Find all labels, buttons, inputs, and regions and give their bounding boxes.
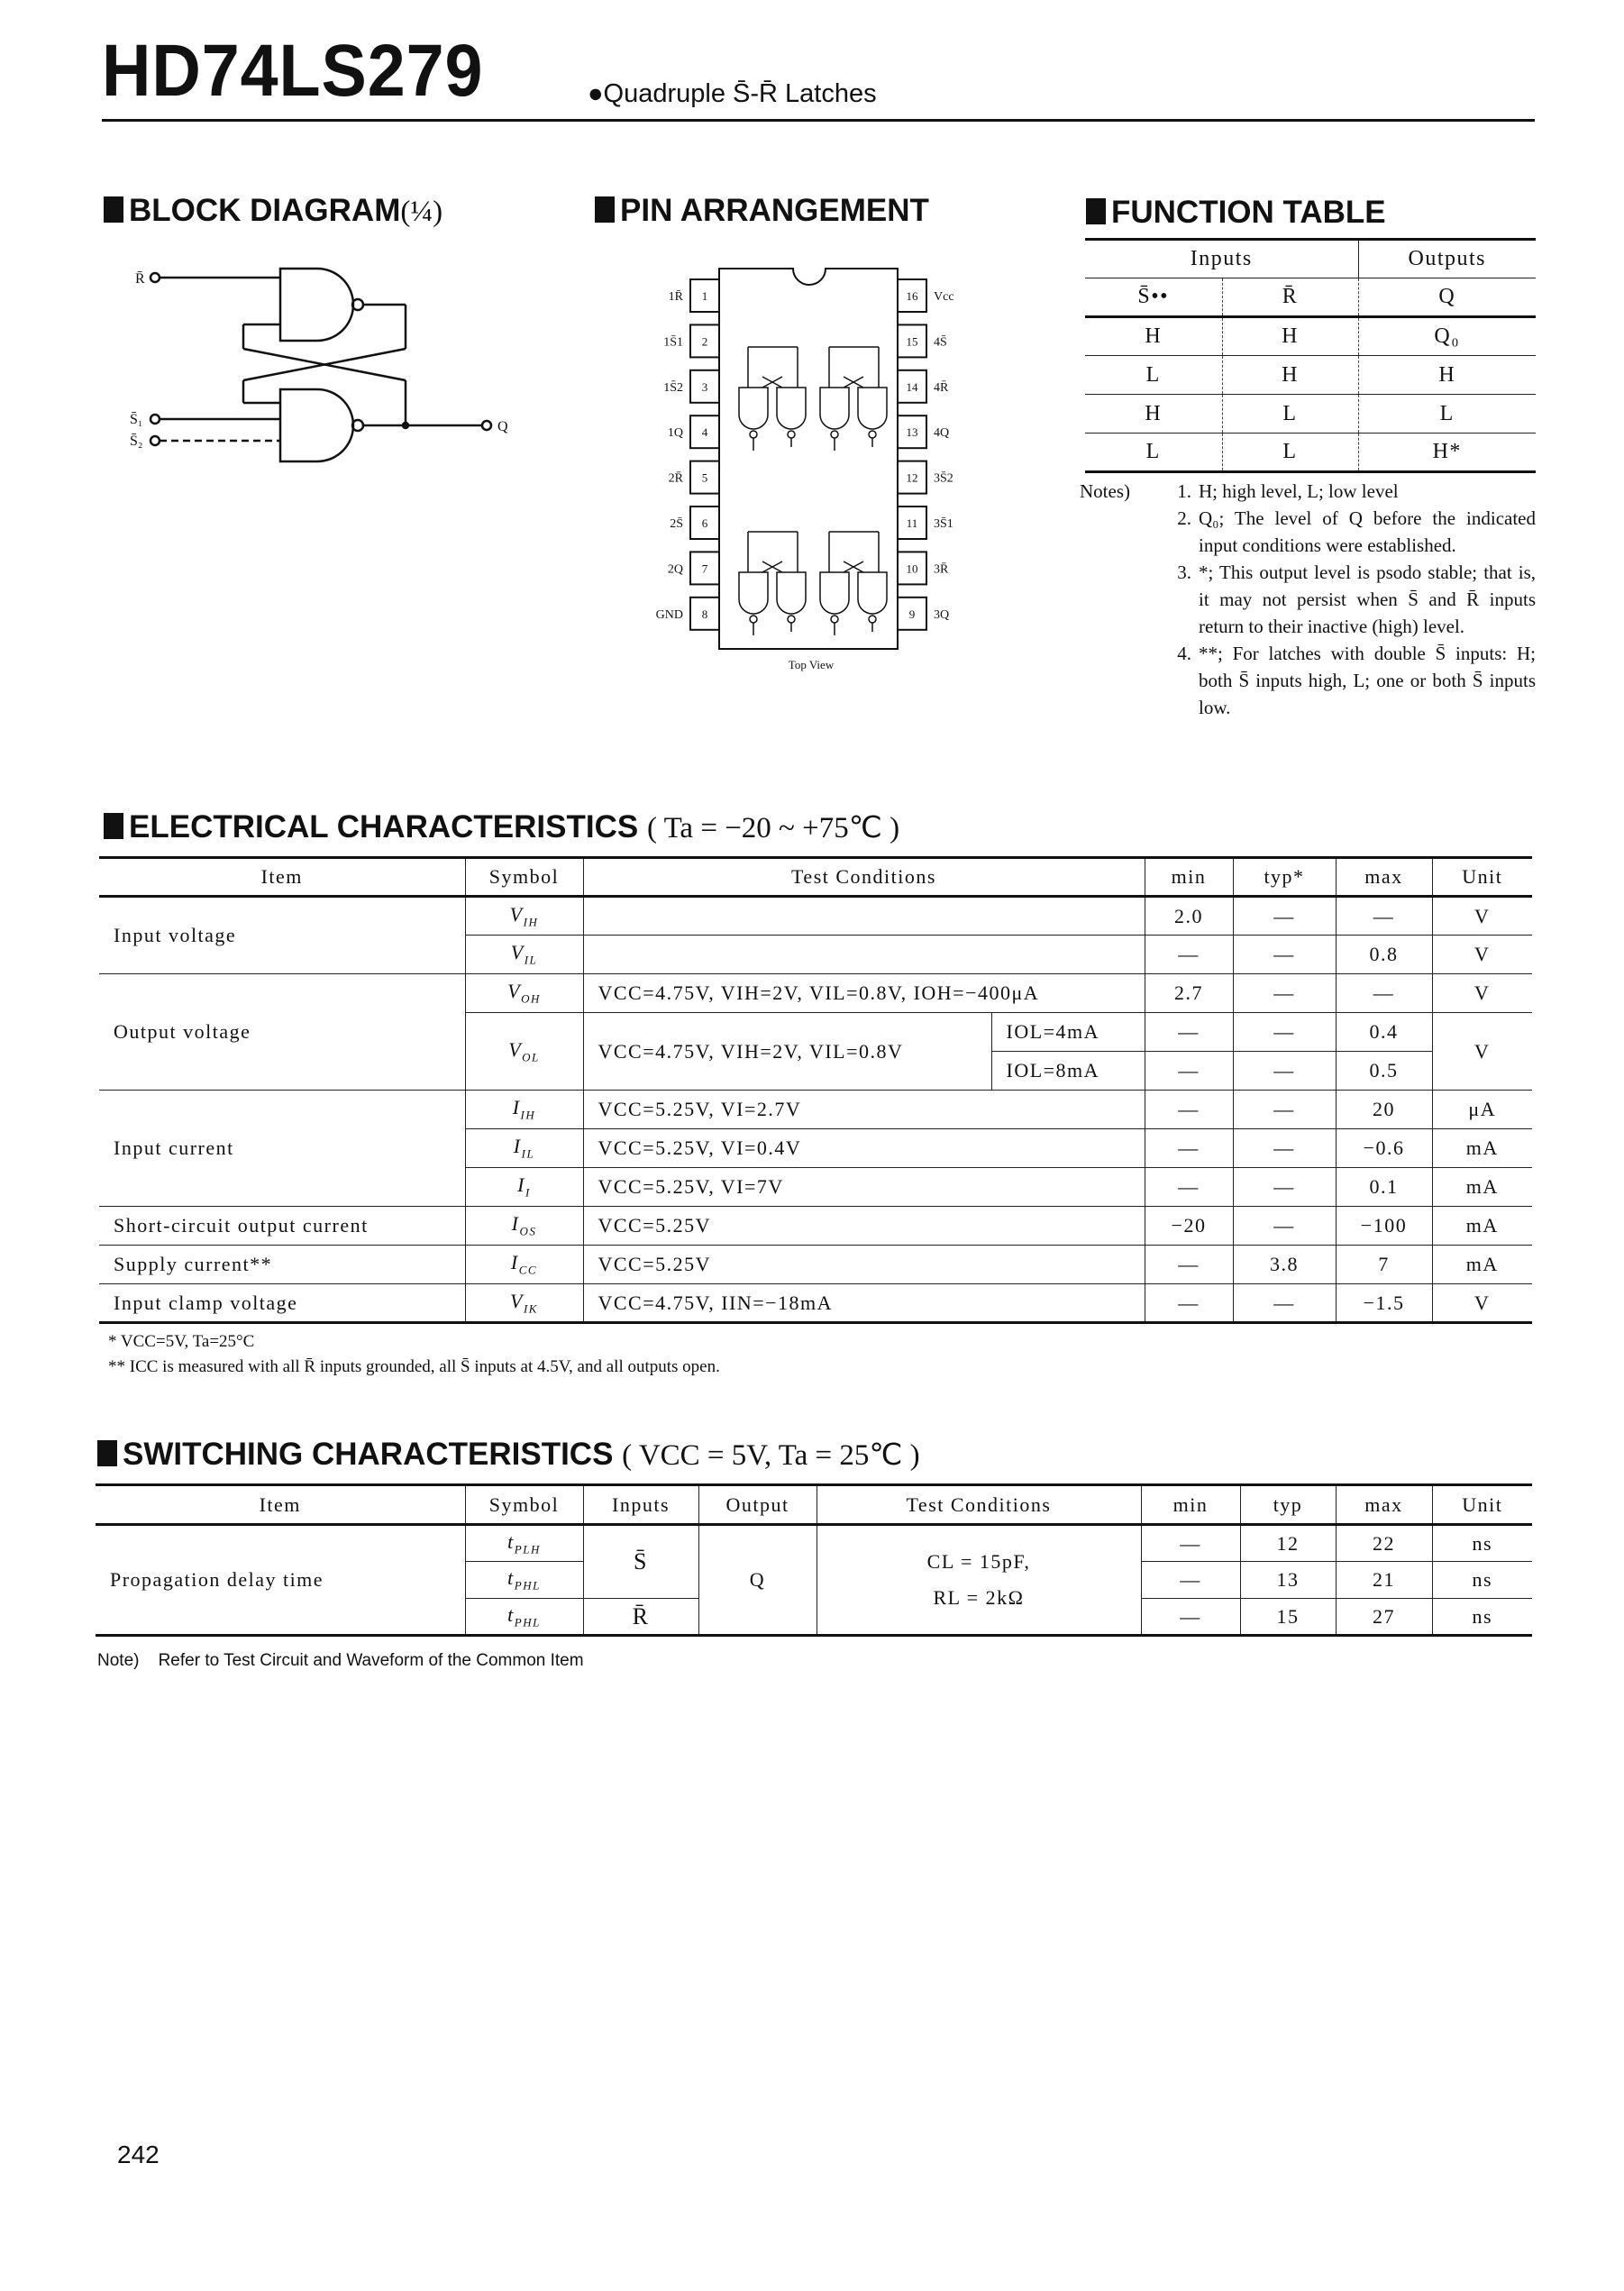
unit-cell: ns xyxy=(1432,1562,1532,1599)
unit-cell: V xyxy=(1432,1013,1532,1091)
col-q: Q xyxy=(1358,278,1536,317)
unit-cell: V xyxy=(1432,1284,1532,1323)
max-cell: −1.5 xyxy=(1336,1284,1432,1323)
test-conditions-cell: VCC=4.75V, VIH=2V, VIL=0.8V, IOH=−400μA xyxy=(583,974,1145,1013)
switching-characteristics-table xyxy=(96,1483,1532,1637)
unit-cell: μA xyxy=(1432,1091,1532,1129)
electrical-characteristics-table xyxy=(99,856,1532,1324)
table-row xyxy=(96,1525,1532,1562)
table-row xyxy=(99,1246,1532,1284)
table-row xyxy=(1085,356,1536,395)
min-cell: — xyxy=(1145,1052,1233,1091)
pin-label: 1S̄2 xyxy=(663,380,683,395)
pin-number: 6 xyxy=(701,516,708,530)
pin-number: 14 xyxy=(906,379,918,394)
pin-label: 4R̄ xyxy=(934,380,949,395)
test-conditions-cell xyxy=(583,897,1145,936)
symbol-cell: $V_{IK}$ xyxy=(465,1284,583,1323)
min-cell: — xyxy=(1145,936,1233,974)
table-row xyxy=(99,1284,1532,1323)
typ-cell: — xyxy=(1233,897,1336,936)
unit-cell: mA xyxy=(1432,1207,1532,1246)
nand-gate-icon xyxy=(777,388,806,429)
max-cell: 0.5 xyxy=(1336,1052,1432,1091)
footnote-typ: * VCC=5V, Ta=25°C xyxy=(108,1332,255,1351)
output-cell: Q xyxy=(698,1525,817,1636)
cell: H xyxy=(1222,317,1358,356)
item-cell: Output voltage xyxy=(99,974,465,1091)
typ-cell: — xyxy=(1233,1284,1336,1323)
function-table xyxy=(1085,238,1536,473)
inverter-bubble xyxy=(869,431,876,438)
min-cell: — xyxy=(1145,1168,1233,1207)
max-cell: 0.4 xyxy=(1336,1013,1432,1052)
test-conditions-cell: VCC=5.25V, VI=0.4V xyxy=(583,1129,1145,1168)
max-cell: −0.6 xyxy=(1336,1129,1432,1168)
unit-cell: V xyxy=(1432,936,1532,974)
input-cell: R̄ xyxy=(583,1599,698,1636)
header-unit: Unit xyxy=(1432,858,1532,897)
max-cell: 20 xyxy=(1336,1091,1432,1129)
pin-label: 3S̄2 xyxy=(934,471,953,486)
max-cell: — xyxy=(1336,974,1432,1013)
symbol-cell: $I_{CC}$ xyxy=(465,1246,583,1284)
pin-number: 7 xyxy=(701,561,708,576)
pin-number: 11 xyxy=(906,516,918,530)
load-capacitance: CL = 15pF, xyxy=(926,1550,1031,1573)
note-text: H; high level, L; low level xyxy=(1199,480,1399,502)
block-diagram-heading: BLOCK DIAGRAM(¼) xyxy=(104,195,442,227)
notes-label: Notes) xyxy=(1080,480,1130,502)
pin-label: 1R̄ xyxy=(668,290,683,304)
input-cell: S̄ xyxy=(583,1525,698,1599)
typ-cell: — xyxy=(1233,1207,1336,1246)
nand-gate-icon xyxy=(858,388,887,429)
test-conditions-cell: VCC=5.25V, VI=7V xyxy=(583,1168,1145,1207)
unit-cell: mA xyxy=(1432,1246,1532,1284)
table-row xyxy=(99,1091,1532,1129)
s1-input-label: S̄₁ xyxy=(130,412,143,427)
pin-label: 2Q xyxy=(667,562,683,577)
q-output-label: Q xyxy=(497,419,508,434)
table-row xyxy=(1085,434,1536,472)
inverter-bubble xyxy=(831,431,838,438)
symbol-cell: $I_I$ xyxy=(465,1168,583,1207)
typ-cell: 12 xyxy=(1240,1525,1336,1562)
pin-number: 9 xyxy=(908,607,916,621)
block-diagram xyxy=(126,263,514,479)
footnote-icc: ** ICC is measured with all R̄ inputs grounded, all S̄ inputs at 4.5V, and all outputs open. xyxy=(108,1357,720,1376)
header-max: max xyxy=(1336,858,1432,897)
header-inputs: Inputs xyxy=(583,1485,698,1525)
ic-package-body xyxy=(719,269,898,649)
pin-number: 12 xyxy=(906,470,918,485)
test-conditions-cell: VCC=4.75V, IIN=−18mA xyxy=(583,1284,1145,1323)
max-cell: — xyxy=(1336,897,1432,936)
pin-label: 1S̄1 xyxy=(663,335,683,350)
cell: L xyxy=(1085,356,1222,395)
item-cell: Input clamp voltage xyxy=(99,1284,465,1323)
max-cell: 0.1 xyxy=(1336,1168,1432,1207)
col-r: R̄ xyxy=(1222,278,1358,317)
cell: L xyxy=(1358,395,1536,434)
note-text: **; For latches with double S̄ inputs: H; both S̄ inputs high, L; one or both S̄ inputs low. xyxy=(1199,643,1536,718)
max-cell: 27 xyxy=(1336,1599,1432,1636)
pin-number: 16 xyxy=(906,289,918,303)
header-max: max xyxy=(1336,1485,1432,1525)
typ-cell: 15 xyxy=(1240,1599,1336,1636)
min-cell: — xyxy=(1145,1246,1233,1284)
symbol-cell: $V_{OL}$ xyxy=(465,1013,583,1091)
min-cell: — xyxy=(1141,1562,1240,1599)
nand-gate-icon xyxy=(739,572,768,614)
unit-cell: ns xyxy=(1432,1599,1532,1636)
test-conditions-sub-cell: IOL=8mA xyxy=(991,1052,1145,1091)
cell: H xyxy=(1085,395,1222,434)
symbol-cell: $I_{IH}$ xyxy=(465,1091,583,1129)
header-min: min xyxy=(1141,1485,1240,1525)
pin-label: 4S̄ xyxy=(934,335,947,350)
cell: L xyxy=(1222,434,1358,472)
item-cell: Short-circuit output current xyxy=(99,1207,465,1246)
pin-label: 2R̄ xyxy=(668,471,683,486)
pin-number: 13 xyxy=(906,425,918,440)
unit-cell: mA xyxy=(1432,1168,1532,1207)
header-min: min xyxy=(1145,858,1233,897)
typ-cell: 3.8 xyxy=(1233,1246,1336,1284)
pin-number: 2 xyxy=(701,334,708,349)
note-text: Q₀; The level of Q before the indicated input conditions were established. xyxy=(1199,507,1536,556)
inverter-bubble xyxy=(750,616,757,623)
header-typ: typ* xyxy=(1233,858,1336,897)
s2-input-label: S̄₂ xyxy=(130,434,143,449)
pin-number: 1 xyxy=(701,289,708,303)
max-cell: 0.8 xyxy=(1336,936,1432,974)
nand-gate-icon xyxy=(820,388,849,429)
symbol-cell: $V_{IL}$ xyxy=(465,936,583,974)
min-cell: — xyxy=(1145,1284,1233,1323)
test-conditions-cell: VCC=5.25V, VI=2.7V xyxy=(583,1091,1145,1129)
note-number: 4. xyxy=(1177,643,1191,664)
typ-cell: — xyxy=(1233,1052,1336,1091)
pin-label: 3Q xyxy=(934,607,950,622)
pin-label: Vcc xyxy=(934,290,954,304)
function-table-notes xyxy=(1080,478,1536,721)
note-text: *; This output level is psodo stable; that is, it may not persist when S̄ and R̄ inputs return to their inactive (high) level. xyxy=(1199,561,1536,637)
inverter-bubble xyxy=(788,616,795,623)
min-cell: — xyxy=(1141,1525,1240,1562)
item-cell: Input current xyxy=(99,1091,465,1207)
pin-number: 8 xyxy=(701,607,708,621)
test-conditions-cell: VCC=4.75V, VIH=2V, VIL=0.8V xyxy=(583,1013,991,1091)
inverter-bubble xyxy=(869,616,876,623)
pin-label: GND xyxy=(655,607,683,622)
pin-label: 3R̄ xyxy=(934,562,949,577)
typ-cell: 13 xyxy=(1240,1562,1336,1599)
typ-cell: — xyxy=(1233,1091,1336,1129)
table-row xyxy=(99,897,1532,936)
electrical-heading: ELECTRICAL CHARACTERISTICS ( Ta = −20 ~ +75℃ ) xyxy=(104,811,899,844)
header-test: Test Conditions xyxy=(583,858,1145,897)
header-test: Test Conditions xyxy=(817,1485,1141,1525)
min-cell: — xyxy=(1145,1129,1233,1168)
inverter-bubble xyxy=(788,431,795,438)
unit-cell: mA xyxy=(1432,1129,1532,1168)
min-cell: — xyxy=(1141,1599,1240,1636)
max-cell: 7 xyxy=(1336,1246,1432,1284)
symbol-cell: $I_{OS}$ xyxy=(465,1207,583,1246)
pin-label: 4Q xyxy=(934,426,950,441)
nand-gate-icon xyxy=(858,572,887,614)
min-cell: — xyxy=(1145,1091,1233,1129)
max-cell: 22 xyxy=(1336,1525,1432,1562)
unit-cell: V xyxy=(1432,974,1532,1013)
min-cell: 2.7 xyxy=(1145,974,1233,1013)
part-subtitle: ●Quadruple S̄-R̄ Latches xyxy=(588,79,877,108)
table-row xyxy=(99,1207,1532,1246)
load-resistance: RL = 2kΩ xyxy=(933,1586,1025,1609)
r-input-label: R̄ xyxy=(135,271,145,287)
min-cell: −20 xyxy=(1145,1207,1233,1246)
unit-cell: ns xyxy=(1432,1525,1532,1562)
symbol-cell: $t_{PHL}$ xyxy=(465,1599,583,1636)
inverter-bubble xyxy=(831,616,838,623)
min-cell: — xyxy=(1145,1013,1233,1052)
table-row xyxy=(1085,395,1536,434)
nand-gate-icon xyxy=(739,388,768,429)
test-conditions-cell xyxy=(817,1525,1141,1636)
note-number: 1. xyxy=(1177,480,1191,502)
note-number: 2. xyxy=(1177,507,1191,529)
outputs-header: Outputs xyxy=(1358,240,1536,278)
header-symbol: Symbol xyxy=(465,858,583,897)
pin-number: 15 xyxy=(906,334,918,349)
header-symbol: Symbol xyxy=(465,1485,583,1525)
cell: Q₀ xyxy=(1358,317,1536,356)
cell: H xyxy=(1222,356,1358,395)
header-output: Output xyxy=(698,1485,817,1525)
col-s: S̄•• xyxy=(1085,278,1222,317)
min-cell: 2.0 xyxy=(1145,897,1233,936)
pin-number: 4 xyxy=(701,425,708,440)
symbol-cell: $I_{IL}$ xyxy=(465,1129,583,1168)
test-conditions-cell: VCC=5.25V xyxy=(583,1207,1145,1246)
symbol-cell: $t_{PHL}$ xyxy=(465,1562,583,1599)
switching-heading: SWITCHING CHARACTERISTICS ( VCC = 5V, Ta = 25℃ ) xyxy=(97,1438,920,1471)
unit-cell: V xyxy=(1432,897,1532,936)
inputs-header: Inputs xyxy=(1085,240,1358,278)
nand-gate-icon xyxy=(820,572,849,614)
nand-gate-icon xyxy=(777,572,806,614)
pin-label: 2S̄ xyxy=(670,517,683,531)
pin-label: 3S̄1 xyxy=(934,517,953,531)
cell: L xyxy=(1085,434,1222,472)
item-cell: Supply current** xyxy=(99,1246,465,1284)
test-conditions-sub-cell: IOL=4mA xyxy=(991,1013,1145,1052)
pin-number: 5 xyxy=(701,470,708,485)
typ-cell: — xyxy=(1233,1168,1336,1207)
cell: H xyxy=(1085,317,1222,356)
typ-cell: — xyxy=(1233,1013,1336,1052)
typ-cell: — xyxy=(1233,936,1336,974)
pin-arrangement-heading: PIN ARRANGEMENT xyxy=(595,195,929,226)
cell: L xyxy=(1222,395,1358,434)
header-item: Item xyxy=(96,1485,465,1525)
pin-arrangement-diagram xyxy=(631,261,991,685)
pin-number: 3 xyxy=(701,379,708,394)
typ-cell: — xyxy=(1233,1129,1336,1168)
max-cell: 21 xyxy=(1336,1562,1432,1599)
top-view-caption: Top View xyxy=(788,658,835,671)
header-item: Item xyxy=(99,858,465,897)
test-conditions-cell xyxy=(583,936,1145,974)
header-typ: typ xyxy=(1240,1485,1336,1525)
function-table-heading: FUNCTION TABLE xyxy=(1086,196,1386,228)
cell: H* xyxy=(1358,434,1536,472)
table-row xyxy=(99,974,1532,1013)
inverter-bubble xyxy=(750,431,757,438)
table-row xyxy=(1085,317,1536,356)
typ-cell: — xyxy=(1233,974,1336,1013)
pin-label: 1Q xyxy=(667,426,683,441)
symbol-cell: $V_{IH}$ xyxy=(465,897,583,936)
test-conditions-cell: VCC=5.25V xyxy=(583,1246,1145,1284)
cell: H xyxy=(1358,356,1536,395)
symbol-cell: $V_{OH}$ xyxy=(465,974,583,1013)
symbol-cell: $t_{PLH}$ xyxy=(465,1525,583,1562)
note-number: 3. xyxy=(1177,561,1191,583)
title-rule xyxy=(102,119,1535,122)
switching-note: Note) Refer to Test Circuit and Waveform of the Common Item xyxy=(97,1651,584,1670)
part-number-title: HD74LS279 xyxy=(102,30,484,112)
header-unit: Unit xyxy=(1432,1485,1532,1525)
page-number: 242 xyxy=(117,2140,160,2168)
item-cell: Propagation delay time xyxy=(96,1525,465,1636)
pin-number: 10 xyxy=(906,561,918,576)
max-cell: −100 xyxy=(1336,1207,1432,1246)
item-cell: Input voltage xyxy=(99,897,465,974)
